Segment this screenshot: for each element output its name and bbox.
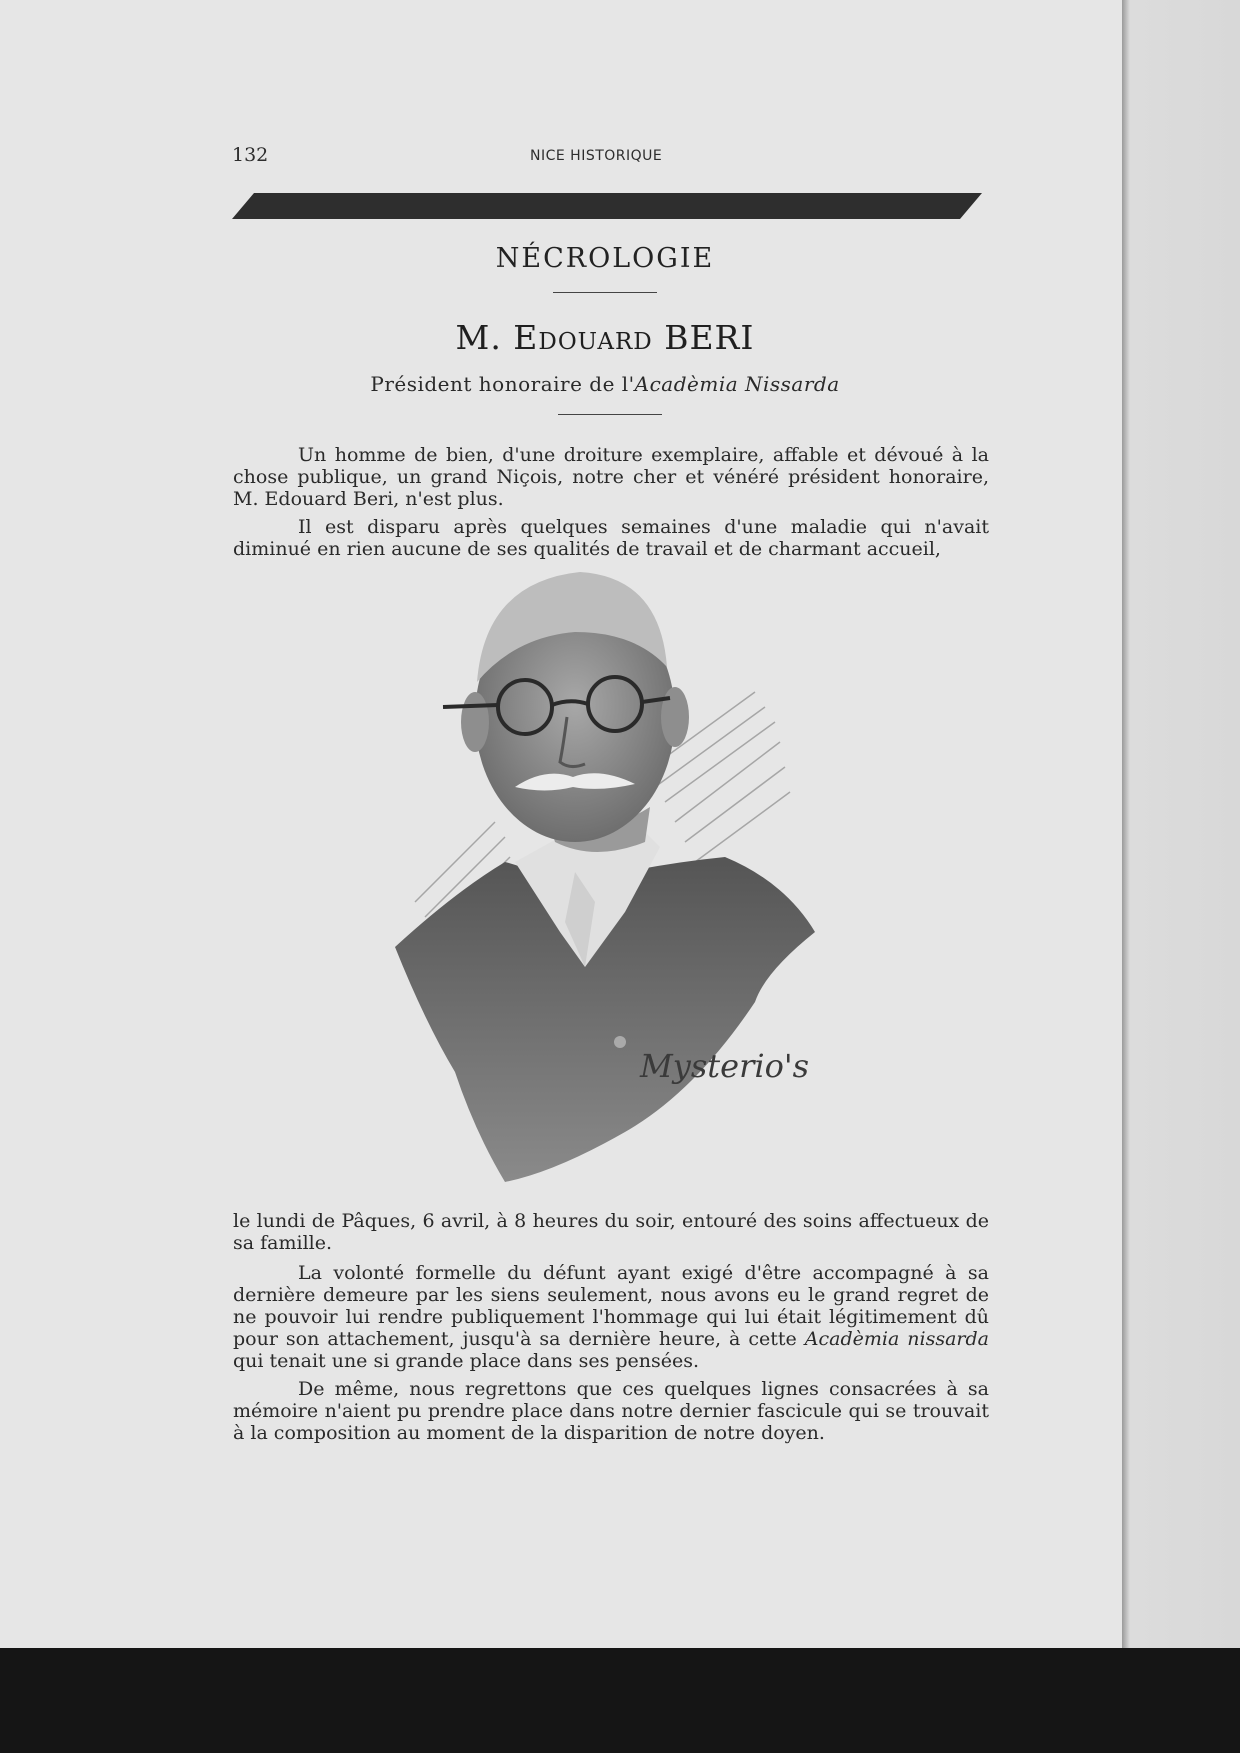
section-title: NÉCROLOGIE bbox=[495, 243, 715, 274]
divider bbox=[553, 292, 657, 293]
adjacent-page-edge bbox=[1122, 0, 1240, 1648]
paragraph: Un homme de bien, d'une droiture exemplaire, affable et dévoué à la chose publique, un grand Niçois, notre cher et vénéré président honoraire, M. Edouard Beri, n'est plus. bbox=[233, 444, 989, 510]
paragraph-text: qui tenait une si grande place dans ses pensées. bbox=[233, 1350, 700, 1372]
portrait-signature: Mysterio's bbox=[640, 1047, 810, 1085]
divider bbox=[558, 414, 662, 415]
obituary-name: M. Edouard BERI bbox=[455, 318, 755, 357]
portrait-photo bbox=[395, 572, 865, 1204]
paragraph: De même, nous regrettons que ces quelques lignes consacrées à sa mémoire n'aient pu prendre place dans notre dernier fascicule qui se trouvait à la composition au moment de la disparition de notre doyen. bbox=[233, 1378, 989, 1444]
running-title: NICE HISTORIQUE bbox=[530, 148, 663, 164]
obituary-subtitle bbox=[0, 372, 1122, 396]
paragraph bbox=[233, 1262, 989, 1372]
institution-name: Acadèmia nissarda bbox=[804, 1328, 989, 1350]
paragraph-text: La volonté formelle du défunt ayant exigé d'être accompagné à sa dernière demeure par les siens seulement, nous avons eu le grand regret de ne pouvoir lui rendre publiquement l'hommage qui lui était légitimement dû pour son attachement, jusqu'à sa dernière heure, à cette bbox=[233, 1262, 989, 1350]
paragraph: Il est disparu après quelques semaines d'une maladie qui n'avait diminué en rien aucune de ses qualités de travail et de charmant accueil, bbox=[233, 516, 989, 560]
subtitle-institution: Acadèmia Nissarda bbox=[634, 372, 840, 396]
page-number: 132 bbox=[232, 144, 269, 166]
subtitle-prefix: Président honoraire de l' bbox=[370, 372, 635, 396]
decorative-header-bar bbox=[232, 193, 982, 219]
scan-background bbox=[0, 1648, 1240, 1753]
paragraph: le lundi de Pâques, 6 avril, à 8 heures du soir, entouré des soins affectueux de sa famille. bbox=[233, 1210, 989, 1254]
